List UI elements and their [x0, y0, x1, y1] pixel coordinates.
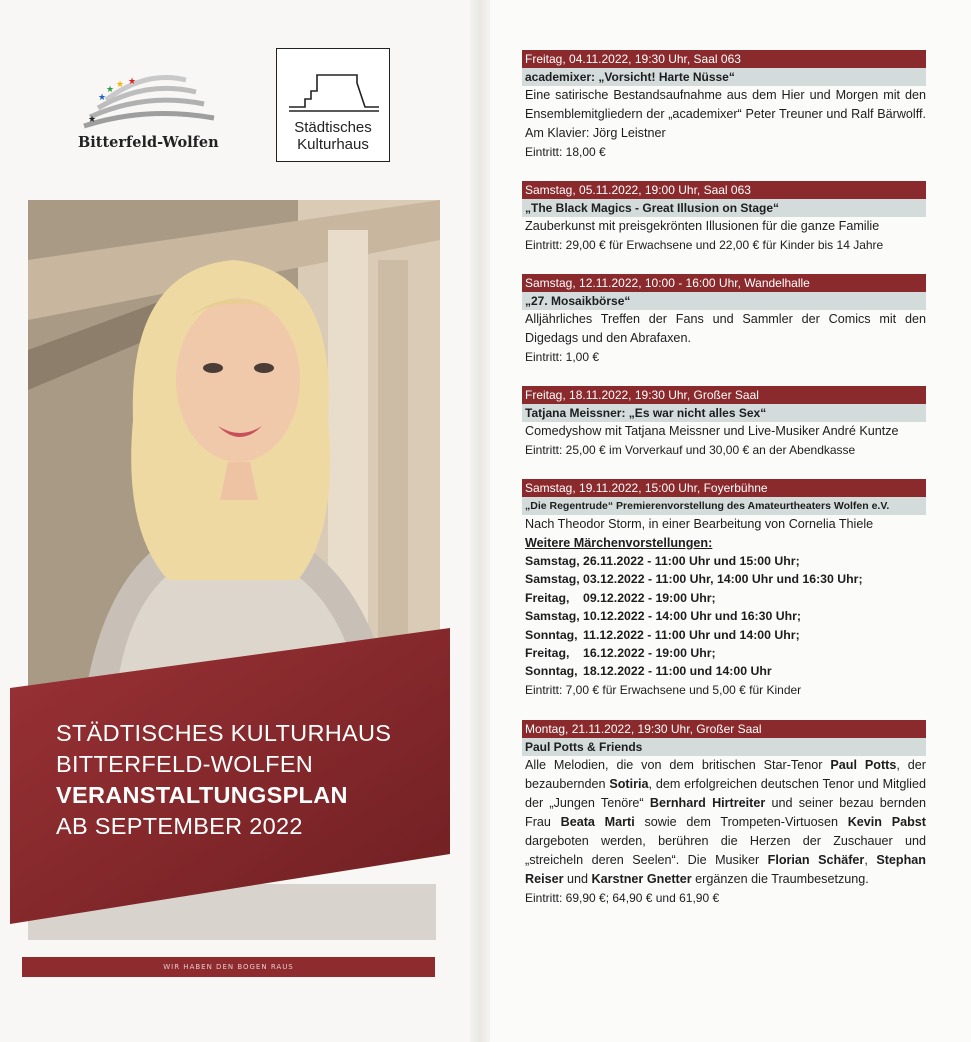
event-description: Eine satirische Bestandsaufnahme aus dem Hier und Morgen mit den Ensemblemitgliedern der „academixer“ Peter Treuner und Ralf Bärwolff. Am Klavier: Jörg Leistner [525, 88, 926, 140]
svg-text:★: ★ [88, 115, 97, 125]
performance-row [522, 607, 926, 625]
svg-text:★: ★ [128, 77, 137, 87]
banner-title [56, 718, 391, 842]
event-date-header: Freitag, 18.11.2022, 19:30 Uhr, Großer Saal [522, 386, 926, 404]
performance-day: Sonntag, [525, 664, 578, 679]
event-price: Eintritt: 18,00 € [525, 145, 606, 159]
kulturhaus-logo [276, 48, 390, 162]
performer-name: Sotiria [609, 777, 649, 791]
description-text: Alle Melodien, die von dem britischen Star-Tenor [525, 758, 831, 772]
event-card-6 [522, 720, 926, 907]
description-text: , [864, 853, 877, 867]
more-performances-heading: Weitere Märchenvorstellungen: [525, 536, 713, 550]
performer-name: Stephan Reiser [525, 853, 926, 886]
performance-day: Sonntag, [525, 627, 578, 642]
performance-day: Freitag, [525, 590, 570, 605]
performance-row [522, 570, 926, 588]
performer-name: Beata Marti [560, 815, 635, 829]
kulturhaus-name-line1: Städtisches [294, 119, 372, 136]
event-price: Eintritt: 69,90 €; 64,90 € und 61,90 € [525, 891, 720, 905]
banner-line-2: BITTERFELD-WOLFEN [56, 751, 314, 777]
performance-row [522, 662, 926, 680]
event-date-header: Samstag, 19.11.2022, 15:00 Uhr, Foyerbühne [522, 479, 926, 497]
event-date-header: Montag, 21.11.2022, 19:30 Uhr, Großer Saal [522, 720, 926, 738]
kulturhaus-name [277, 119, 389, 153]
performer-name: Kevin Pabst [847, 815, 926, 829]
event-date-header: Samstag, 05.11.2022, 19:00 Uhr, Saal 063 [522, 181, 926, 199]
svg-text:★: ★ [116, 80, 125, 90]
performance-row [522, 589, 926, 607]
schedule-page [490, 0, 971, 1042]
event-description: Zauberkunst mit preisgekrönten Illusionen für die ganze Familie [525, 219, 880, 233]
banner-line-3: VERANSTALTUNGSPLAN [56, 782, 348, 808]
svg-text:★: ★ [106, 85, 115, 95]
performance-row [522, 552, 926, 570]
event-description: Nach Theodor Storm, in einer Bearbeitung von Cornelia Thiele [525, 517, 874, 531]
description-text: ergänzen die Traumbesetzung. [691, 872, 869, 886]
city-arc-icon [76, 70, 216, 130]
event-price: Eintritt: 7,00 € für Erwachsene und 5,00 € für Kinder [525, 682, 802, 697]
description-text: , dem erfolgreichen deutschen Tenor und Mitglied der „Jungen Tenöre“ [525, 777, 926, 810]
event-title: „Die Regentrude“ Premierenvorstellung des Amateurtheaters Wolfen e.V. [522, 497, 926, 515]
performer-name: Florian Schäfer [767, 853, 865, 867]
event-description [522, 756, 926, 889]
performance-time: 11.12.2022 - 11:00 Uhr und 14:00 Uhr; [583, 627, 800, 642]
event-title: Tatjana Meissner: „Es war nicht alles Sex“ [522, 404, 926, 422]
performance-time: 16.12.2022 - 19:00 Uhr; [583, 646, 716, 661]
description-text: , der bezaubernden [525, 758, 926, 791]
event-description: Comedyshow mit Tatjana Meissner und Live-Musiker André Kuntze [525, 424, 899, 438]
performance-row [522, 644, 926, 662]
event-card-3 [522, 274, 926, 366]
event-description: Alljährliches Treffen der Fans und Sammler der Comics mit den Digedags und den Abrafaxen. [525, 312, 926, 345]
performance-time: 09.12.2022 - 19:00 Uhr; [583, 590, 716, 605]
page-gutter [470, 0, 490, 1042]
title-banner [10, 628, 450, 924]
performer-name: Bernhard Hirtreiter [649, 796, 766, 810]
event-price: Eintritt: 1,00 € [525, 350, 600, 364]
event-price: Eintritt: 25,00 € im Vorverkauf und 30,00 € an der Abendkasse [525, 443, 856, 457]
performance-row [522, 626, 926, 644]
svg-text:★: ★ [98, 93, 107, 103]
performance-time: 03.12.2022 - 11:00 Uhr, 14:00 Uhr und 16:30 Uhr; [583, 572, 863, 587]
kulturhaus-name-line2: Kulturhaus [297, 136, 369, 153]
city-name: Bitterfeld-Wolfen [78, 134, 219, 151]
performer-name: Paul Potts [830, 758, 897, 772]
event-title: „27. Mosaikbörse“ [522, 292, 926, 310]
description-text: und [563, 872, 592, 886]
description-text: sowie dem Trompeten-Virtuosen [634, 815, 848, 829]
performance-list [522, 552, 926, 681]
event-card-2 [522, 181, 926, 254]
performance-time: 26.11.2022 - 11:00 Uhr und 15:00 Uhr; [583, 554, 800, 568]
performance-day: Samstag, [525, 554, 580, 568]
event-title: academixer: „Vorsicht! Harte Nüsse“ [522, 68, 926, 86]
bitterfeld-wolfen-logo [72, 66, 222, 156]
description-text: dargeboten werden, berühren die Herzen der Zuschauer und „streicheln deren Seelen“. Die Musiker [525, 834, 926, 867]
cover-photo [28, 200, 440, 690]
footer-slogan: WIR HABEN DEN BOGEN RAUS [22, 957, 435, 977]
performance-time: 18.12.2022 - 11:00 und 14:00 Uhr [583, 664, 772, 679]
event-price: Eintritt: 29,00 € für Erwachsene und 22,00 € für Kinder bis 14 Jahre [525, 238, 884, 252]
cover-page [0, 0, 470, 1042]
description-text: und seiner bezau bernden Frau [525, 796, 926, 829]
event-date-header: Freitag, 04.11.2022, 19:30 Uhr, Saal 063 [522, 50, 926, 68]
performance-day: Samstag, [525, 609, 580, 624]
performance-day: Freitag, [525, 646, 570, 661]
event-date-header: Samstag, 12.11.2022, 10:00 - 16:00 Uhr, Wandelhalle [522, 274, 926, 292]
event-card-4 [522, 386, 926, 459]
banner-line-1: STÄDTISCHES KULTURHAUS [56, 720, 392, 746]
banner-line-4: AB SEPTEMBER 2022 [56, 813, 303, 839]
performer-name: Karstner Gnetter [591, 872, 692, 886]
event-title: „The Black Magics - Great Illusion on Stage“ [522, 199, 926, 217]
performance-day: Samstag, [525, 572, 580, 587]
event-title: Paul Potts & Friends [522, 738, 926, 756]
event-card-1 [522, 50, 926, 161]
event-card-5 [522, 479, 926, 699]
performance-time: 10.12.2022 - 14:00 Uhr und 16:30 Uhr; [583, 609, 802, 624]
portrait-illustration [28, 200, 440, 690]
building-outline-icon [285, 59, 381, 113]
